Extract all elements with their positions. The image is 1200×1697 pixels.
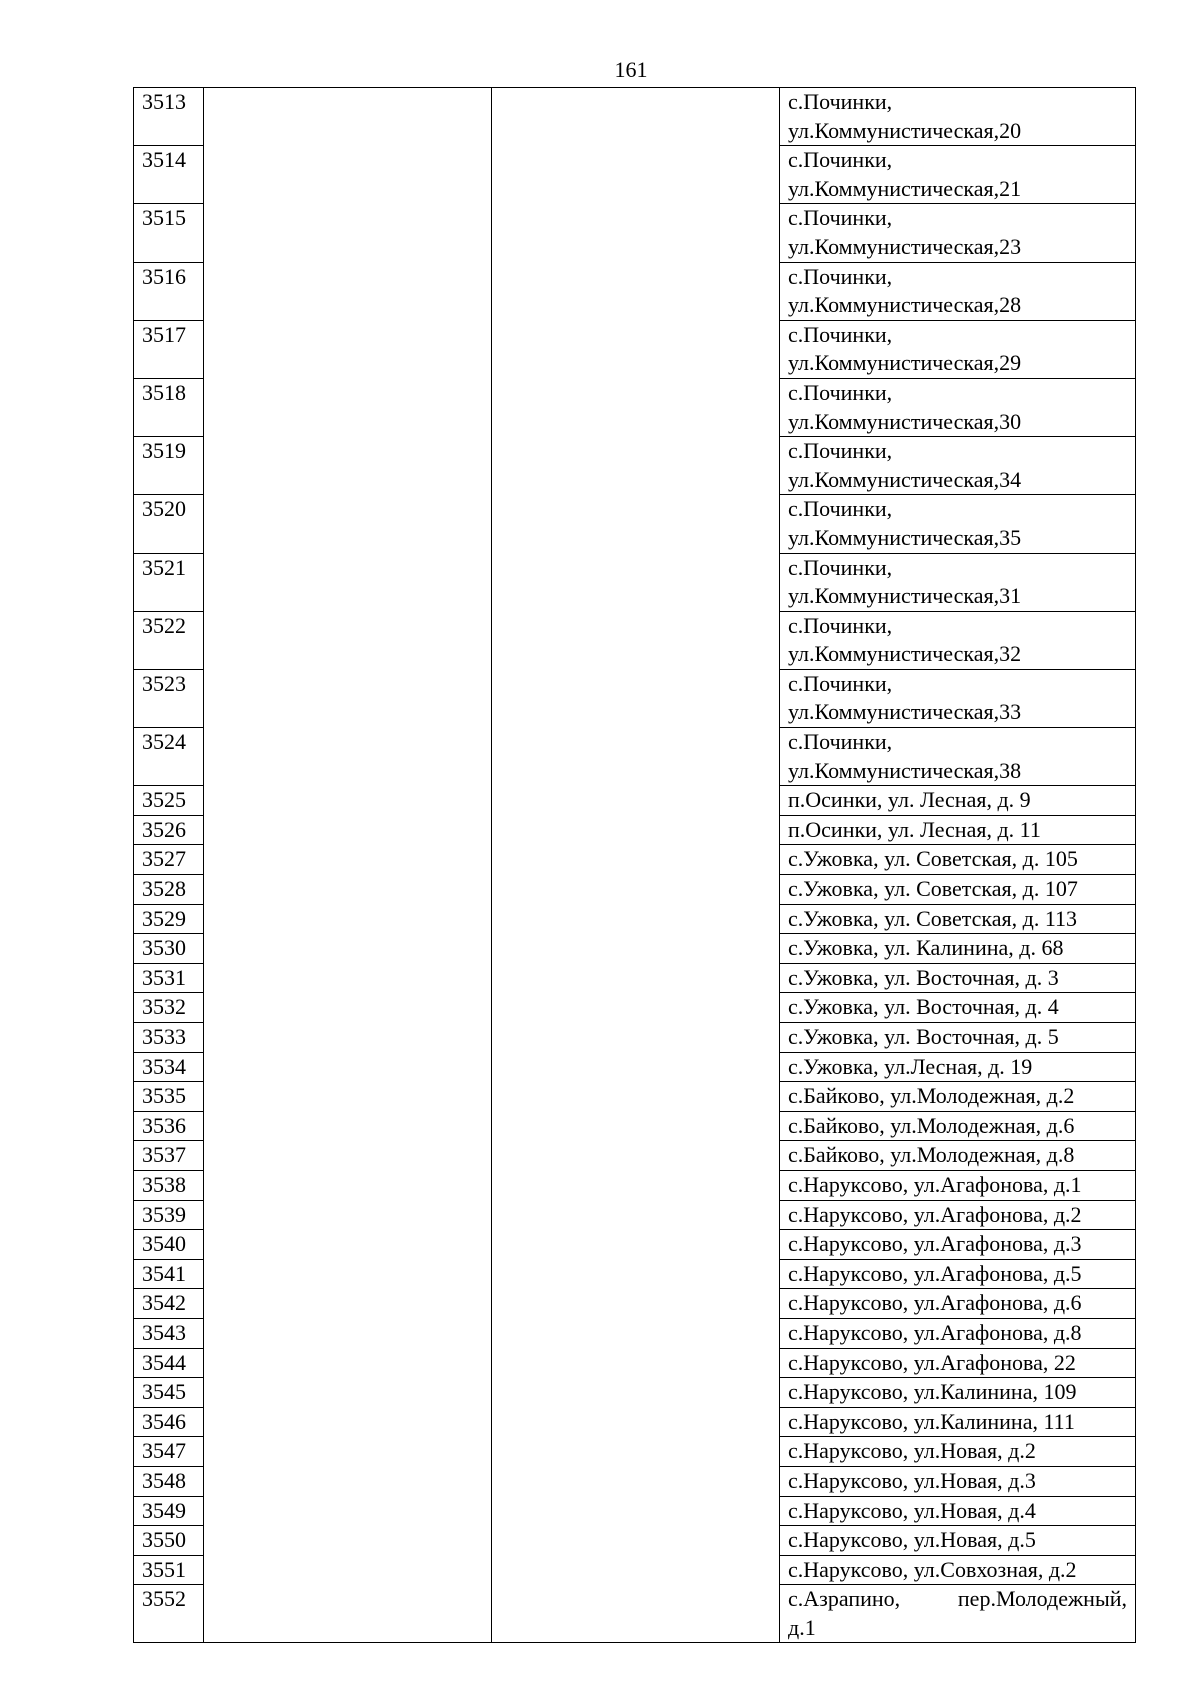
address-cell <box>780 1378 1136 1408</box>
address-line: ул.Коммунистическая,28 <box>788 292 1022 318</box>
row-number-cell: 3523 <box>134 669 204 727</box>
address-cell <box>780 1141 1136 1171</box>
address-line: д.1 <box>788 1614 816 1640</box>
row-number-cell: 3548 <box>134 1466 204 1496</box>
address-cell <box>780 1200 1136 1230</box>
address-cell <box>780 320 1136 378</box>
row-number-cell: 3534 <box>134 1052 204 1082</box>
address-cell <box>780 495 1136 553</box>
address-line: с.Наруксово, ул.Агафонова, д.2 <box>788 1201 1082 1227</box>
address-cell <box>780 1082 1136 1112</box>
address-line: с.Наруксово, ул.Агафонова, д.1 <box>788 1171 1082 1197</box>
address-cell <box>780 963 1136 993</box>
address-line: с.Починки, <box>788 205 893 231</box>
address-line: п.Осинки, ул. Лесная, д. 9 <box>788 787 1031 813</box>
address-cell <box>780 1289 1136 1319</box>
address-cell <box>780 1585 1136 1643</box>
address-line: с.Наруксово, ул.Новая, д.2 <box>788 1438 1036 1464</box>
row-number-cell: 3515 <box>134 204 204 262</box>
address-line: с.Починки, <box>788 554 893 580</box>
address-line: с.Починки, <box>788 89 893 114</box>
row-number-cell: 3526 <box>134 815 204 845</box>
address-line: ул.Коммунистическая,34 <box>788 466 1022 492</box>
address-cell <box>780 1023 1136 1053</box>
address-cell <box>780 1170 1136 1200</box>
row-number-cell: 3539 <box>134 1200 204 1230</box>
address-line: с.Ужовка, ул. Калинина, д. 68 <box>788 935 1064 961</box>
address-line: с.Ужовка, ул. Восточная, д. 5 <box>788 1024 1059 1049</box>
address-line: с.Ужовка, ул. Советская, д. 105 <box>788 846 1078 872</box>
address-line: с.Починки, <box>788 729 893 755</box>
address-cell <box>780 786 1136 816</box>
row-number-cell: 3535 <box>134 1082 204 1112</box>
address-registry-table <box>133 87 1136 1643</box>
row-number-cell: 3547 <box>134 1437 204 1467</box>
row-number-cell: 3530 <box>134 934 204 964</box>
address-cell <box>780 1348 1136 1378</box>
address-cell <box>780 204 1136 262</box>
address-line: с.Байково, ул.Молодежная, д.8 <box>788 1142 1075 1168</box>
row-number-cell: 3533 <box>134 1023 204 1053</box>
address-line: с.Наруксово, ул.Новая, д.3 <box>788 1467 1036 1493</box>
row-number-cell: 3520 <box>134 495 204 553</box>
address-line: с.Починки, <box>788 670 893 696</box>
address-cell <box>780 1407 1136 1437</box>
address-cell <box>780 993 1136 1023</box>
address-line: с.Ужовка, ул.Лесная, д. 19 <box>788 1053 1033 1079</box>
row-number-cell: 3527 <box>134 845 204 875</box>
address-line: с.Наруксово, ул.Агафонова, д.5 <box>788 1260 1082 1286</box>
address-line: с.Починки, <box>788 379 893 405</box>
address-cell <box>780 553 1136 611</box>
row-number-cell: 3531 <box>134 963 204 993</box>
address-line: с.Ужовка, ул. Восточная, д. 4 <box>788 994 1059 1020</box>
address-cell <box>780 1052 1136 1082</box>
address-line: с.Ужовка, ул. Советская, д. 113 <box>788 905 1078 931</box>
row-number-cell: 3549 <box>134 1496 204 1526</box>
address-cell <box>780 845 1136 875</box>
address-line: с.Починки, <box>788 612 893 638</box>
address-cell <box>780 146 1136 204</box>
address-line: ул.Коммунистическая,20 <box>788 117 1022 143</box>
address-line: с.Наруксово, ул.Калинина, 109 <box>788 1379 1077 1405</box>
address-line: ул.Коммунистическая,30 <box>788 408 1022 434</box>
row-number-cell: 3540 <box>134 1230 204 1260</box>
address-line: ул.Коммунистическая,21 <box>788 175 1022 201</box>
row-number-cell: 3536 <box>134 1111 204 1141</box>
row-number-cell: 3542 <box>134 1289 204 1319</box>
address-cell <box>780 1259 1136 1289</box>
address-cell <box>780 262 1136 320</box>
address-line: с.Починки, <box>788 496 893 522</box>
address-line: ул.Коммунистическая,38 <box>788 757 1022 783</box>
address-cell <box>780 1437 1136 1467</box>
address-line: с.Наруксово, ул.Агафонова, д.8 <box>788 1319 1082 1345</box>
address-cell <box>780 611 1136 669</box>
row-number-cell: 3519 <box>134 437 204 495</box>
address-line: с.Наруксово, ул.Агафонова, д.6 <box>788 1290 1082 1316</box>
row-number-cell: 3545 <box>134 1378 204 1408</box>
address-line: с.Починки, <box>788 438 893 464</box>
row-number-cell: 3552 <box>134 1585 204 1643</box>
address-line: ул.Коммунистическая,31 <box>788 583 1022 609</box>
address-line: с.Ужовка, ул. Восточная, д. 3 <box>788 964 1059 990</box>
row-number-cell: 3541 <box>134 1259 204 1289</box>
address-line: с.Байково, ул.Молодежная, д.2 <box>788 1083 1075 1109</box>
row-number-cell: 3522 <box>134 611 204 669</box>
address-line: с.Байково, ул.Молодежная, д.6 <box>788 1112 1075 1138</box>
table-row <box>134 88 1136 146</box>
address-line: с.Починки, <box>788 263 893 289</box>
row-number-cell: 3518 <box>134 378 204 436</box>
address-line: с.Починки, <box>788 321 893 347</box>
address-line: ул.Коммунистическая,35 <box>788 524 1022 550</box>
address-line: ул.Коммунистическая,23 <box>788 233 1022 259</box>
address-cell <box>780 88 1136 146</box>
address-cell <box>780 1526 1136 1556</box>
address-line: ул.Коммунистическая,33 <box>788 699 1022 725</box>
row-number-cell: 3537 <box>134 1141 204 1171</box>
address-cell <box>780 1466 1136 1496</box>
row-number-cell: 3538 <box>134 1170 204 1200</box>
address-line: с.Азрапино, пер.Молодежный, <box>788 1586 1127 1612</box>
empty-column-2-cell <box>204 88 492 1643</box>
row-number-cell: 3513 <box>134 88 204 146</box>
row-number-cell: 3544 <box>134 1348 204 1378</box>
row-number-cell: 3524 <box>134 728 204 786</box>
empty-column-3-cell <box>492 88 780 1643</box>
address-line: с.Починки, <box>788 147 893 173</box>
address-cell <box>780 669 1136 727</box>
row-number-cell: 3529 <box>134 904 204 934</box>
address-cell <box>780 378 1136 436</box>
address-cell <box>780 934 1136 964</box>
row-number-cell: 3517 <box>134 320 204 378</box>
row-number-cell: 3546 <box>134 1407 204 1437</box>
address-cell <box>780 815 1136 845</box>
address-line: п.Осинки, ул. Лесная, д. 11 <box>788 816 1041 842</box>
address-line: ул.Коммунистическая,32 <box>788 641 1022 667</box>
address-line: с.Ужовка, ул. Советская, д. 107 <box>788 876 1078 902</box>
row-number-cell: 3521 <box>134 553 204 611</box>
address-cell <box>780 904 1136 934</box>
page-number: 161 <box>614 57 648 82</box>
address-line: с.Наруксово, ул.Агафонова, д.3 <box>788 1231 1082 1257</box>
address-cell <box>780 728 1136 786</box>
address-cell <box>780 437 1136 495</box>
address-line: с.Наруксово, ул.Новая, д.5 <box>788 1527 1036 1553</box>
address-cell <box>780 1318 1136 1348</box>
row-number-cell: 3551 <box>134 1555 204 1585</box>
row-number-cell: 3550 <box>134 1526 204 1556</box>
row-number-cell: 3543 <box>134 1318 204 1348</box>
row-number-cell: 3525 <box>134 786 204 816</box>
address-line: ул.Коммунистическая,29 <box>788 350 1022 376</box>
address-cell <box>780 1496 1136 1526</box>
address-cell <box>780 875 1136 905</box>
address-line: с.Наруксово, ул.Новая, д.4 <box>788 1497 1036 1523</box>
row-number-cell: 3532 <box>134 993 204 1023</box>
row-number-cell: 3516 <box>134 262 204 320</box>
address-cell <box>780 1230 1136 1260</box>
row-number-cell: 3528 <box>134 875 204 905</box>
address-cell <box>780 1111 1136 1141</box>
address-cell <box>780 1555 1136 1585</box>
row-number-cell: 3514 <box>134 146 204 204</box>
address-line: с.Наруксово, ул.Совхозная, д.2 <box>788 1556 1077 1582</box>
address-line: с.Наруксово, ул.Агафонова, 22 <box>788 1349 1076 1375</box>
address-line: с.Наруксово, ул.Калинина, 111 <box>788 1408 1075 1434</box>
table-body <box>134 88 1136 1643</box>
